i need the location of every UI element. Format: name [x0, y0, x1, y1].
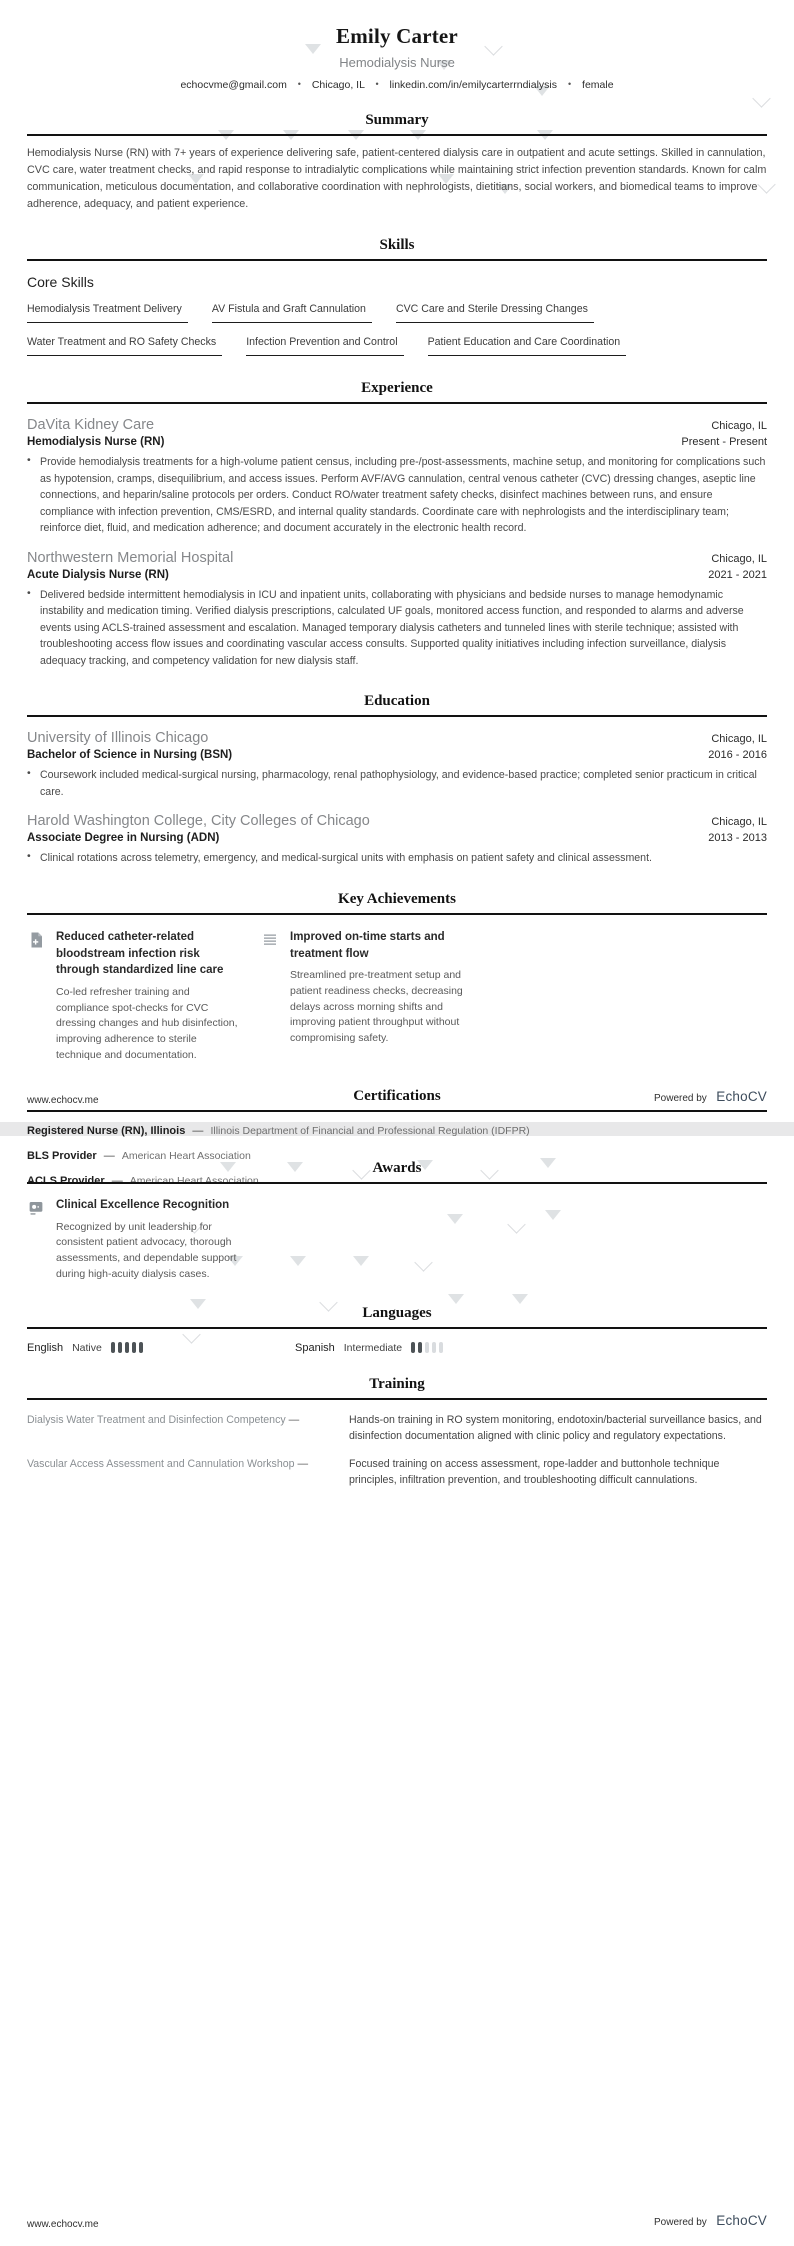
resume-page-2 — [0, 1136, 794, 2246]
footer-site-link[interactable]: www.echocv.me — [27, 2219, 99, 2230]
job-bullet — [27, 587, 767, 670]
section-languages — [27, 1305, 767, 1354]
contact-gender: female — [582, 79, 614, 91]
award-badge-icon — [27, 1197, 46, 1283]
candidate-name: Emily Carter — [336, 24, 458, 48]
languages-heading: Languages — [362, 1304, 432, 1321]
training-title: Vascular Access Assessment and Cannulation Workshop — [27, 1458, 295, 1471]
company-location: Chicago, IL — [711, 552, 767, 565]
summary-text: Hemodialysis Nurse (RN) with 7+ years of experience delivering safe, patient-centered dialysis care in outpatient and acute settings. Skilled in cannulation, CVC care, water treatment checks, and rapid response to intradialytic complications while maintaining strict infection prevention standards. Known for calm communication, meticulous documentation, and collaborative coordination with nephrologists, dietitians, social workers, and biomedical teams to improve adherence, adequacy, and patient experience. — [27, 147, 767, 211]
degree-name: Associate Degree in Nursing (ADN) — [27, 832, 220, 845]
bullet-marker: • — [27, 850, 31, 863]
job-role: Acute Dialysis Nurse (RN) — [27, 568, 169, 581]
certification-separator: — — [192, 1124, 204, 1137]
achievement-item — [27, 929, 261, 1064]
training-text: Hands-on training in RO system monitoring, endotoxin/bacterial surveillance basics, and disinfection documentation aligned with clinic policy and regulatory expectations. — [349, 1413, 762, 1442]
resume-header — [27, 0, 767, 91]
company-name: Northwestern Memorial Hospital — [27, 549, 234, 566]
bullet-marker: • — [27, 767, 31, 780]
skill-item: Water Treatment and RO Safety Checks — [27, 336, 222, 356]
page-footer — [27, 2212, 767, 2230]
award-text: Recognized by unit leadership for consistent patient advocacy, thorough assessments, and dependable support during high-acuity dialysis cases. — [56, 1220, 237, 1280]
language-name: Spanish — [295, 1341, 335, 1354]
training-heading: Training — [369, 1375, 425, 1392]
school-location: Chicago, IL — [711, 816, 767, 829]
skills-row — [27, 336, 767, 356]
footer-brand-logo[interactable]: EchoCV — [716, 1089, 767, 1104]
section-training — [27, 1376, 767, 1490]
certification-separator: — — [103, 1149, 115, 1162]
section-key-achievements — [27, 891, 767, 1064]
certification-name: BLS Provider — [27, 1149, 97, 1162]
section-rule — [27, 715, 767, 717]
language-level: Native — [72, 1341, 102, 1354]
skill-item: Infection Prevention and Control — [246, 336, 403, 356]
section-rule — [27, 913, 767, 915]
language-proficiency-dots — [111, 1342, 143, 1353]
skill-item: Hemodialysis Treatment Delivery — [27, 303, 188, 323]
school-name: University of Illinois Chicago — [27, 730, 209, 747]
awards-heading: Awards — [372, 1160, 422, 1176]
education-bullet-text: Coursework included medical-surgical nursing, pharmacology, renal pathophysiology, and evidence-based practice; completed senior practicum in critical care. — [40, 769, 757, 798]
degree-dates: 2016 - 2016 — [708, 749, 767, 762]
achievement-title: Reduced catheter-related bloodstream infection risk through standardized line care — [56, 930, 224, 977]
contact-location: Chicago, IL — [311, 79, 365, 91]
job-dates: 2021 - 2021 — [708, 568, 767, 581]
award-title: Clinical Excellence Recognition — [56, 1199, 230, 1211]
section-skills — [27, 237, 767, 356]
candidate-job-title: Hemodialysis Nurse — [339, 55, 455, 70]
certification-issuer: American Heart Association — [129, 1174, 259, 1187]
contact-separator: • — [567, 79, 572, 89]
certification-name: Registered Nurse (RN), Illinois — [27, 1124, 186, 1137]
achievement-text: Co-led refresher training and compliance spot-checks for CVC dressing changes and hub disinfection, improving adherence to sterile technique and documentation. — [56, 985, 238, 1061]
training-text: Focused training on access assessment, rope-ladder and buttonhole technique principles, infiltration prevention, and troubleshooting difficult cannulations. — [349, 1458, 720, 1487]
education-heading: Education — [364, 693, 430, 710]
bullet-marker: • — [27, 454, 31, 467]
footer-brand-logo[interactable]: EchoCV — [716, 2213, 767, 2228]
contact-line — [27, 79, 767, 91]
skill-item: AV Fistula and Graft Cannulation — [212, 303, 372, 323]
company-name: DaVita Kidney Care — [27, 417, 155, 434]
education-entry — [27, 730, 767, 800]
training-item — [27, 1413, 767, 1445]
language-item — [27, 1342, 295, 1354]
menu-lines-icon — [261, 929, 280, 1064]
skill-item: Patient Education and Care Coordination — [428, 336, 627, 356]
degree-dates: 2013 - 2013 — [708, 832, 767, 845]
experience-heading: Experience — [361, 380, 433, 397]
section-awards — [27, 1160, 767, 1283]
school-name: Harold Washington College, City Colleges of Chicago — [27, 813, 370, 830]
key-achievements-heading: Key Achievements — [338, 890, 456, 907]
experience-entry — [27, 550, 767, 670]
skills-row — [27, 303, 767, 323]
certification-separator: — — [111, 1174, 123, 1187]
education-entry — [27, 813, 767, 867]
education-bullet — [27, 767, 767, 800]
section-rule — [27, 1327, 767, 1329]
contact-separator: • — [375, 79, 379, 89]
achievement-text: Streamlined pre-treatment setup and patient readiness checks, decreasing delays across morning shifts and improving patient throughput without compromising safety. — [290, 969, 463, 1045]
certification-name: ACLS Provider — [27, 1174, 105, 1187]
skills-heading: Skills — [379, 237, 415, 254]
file-plus-icon — [27, 929, 46, 1064]
training-title: Dialysis Water Treatment and Disinfection Competency — [27, 1413, 286, 1426]
section-rule — [27, 1110, 767, 1112]
section-rule — [27, 1398, 767, 1400]
bullet-marker: • — [27, 586, 31, 599]
summary-heading: Summary — [365, 112, 429, 128]
language-level: Intermediate — [343, 1341, 403, 1354]
achievement-item — [261, 929, 495, 1064]
section-summary — [27, 112, 767, 213]
section-rule — [27, 402, 767, 404]
certification-issuer: American Heart Association — [121, 1149, 251, 1162]
achievement-title: Improved on-time starts and treatment flow — [290, 930, 445, 960]
contact-linkedin[interactable]: linkedin.com/in/emilycarterrndialysis — [389, 79, 558, 91]
footer-powered-by: Powered by — [654, 2217, 707, 2228]
contact-email[interactable]: echocvme@gmail.com — [180, 79, 287, 91]
section-rule — [27, 134, 767, 136]
school-location: Chicago, IL — [711, 733, 767, 746]
section-education — [27, 693, 767, 867]
language-item — [295, 1342, 563, 1354]
company-location: Chicago, IL — [711, 420, 767, 433]
job-bullet-text: Delivered bedside intermittent hemodialysis in ICU and inpatient units, collaborating with physicians and bedside nurses to manage hemodynamic instability and medication timing. Verified dialysis prescriptions, calculated UF goals, monitored access function, and responded to alarms and adverse events using ACLS-trained assessment and escalation. Managed temporary dialysis catheters and tunneled lines with sterile technique; assisted with troubleshooting access flow issues and coordinating vascular access consults. Supported quality initiatives including infection surveillance, dialysis adequacy tracking, and competency validation for new dialysis staff. — [40, 588, 744, 667]
training-item — [27, 1457, 767, 1489]
award-item — [27, 1197, 261, 1283]
section-rule — [27, 259, 767, 261]
certification-issuer: Illinois Department of Financial and Professional Regulation (IDFPR) — [210, 1124, 530, 1137]
training-separator: — — [288, 1413, 300, 1426]
job-bullet-text: Provide hemodialysis treatments for a high-volume patient census, including pre-/post-assessments, machine setup, and monitoring for complications such as hypotension, cramps, disequilibrium, and access issues. Perform AVF/AVG cannulation, central venous catheter (CVC) dressing changes, aseptic line connections, and heparin/saline protocols per orders. Conduct RO/water treatment safety checks, disinfect machines between runs, and ensure compliance with infection prevention, CMS/ESRD, and internal quality standards. Coordinate care with nephrologists and the interdisciplinary team; reinforce diet, fluid, and medication adherence; and document accurately in the electronic health record. — [40, 456, 766, 535]
footer-powered-by: Powered by — [654, 1093, 707, 1104]
language-proficiency-dots — [411, 1342, 443, 1353]
skill-item: CVC Care and Sterile Dressing Changes — [396, 303, 594, 323]
section-rule — [27, 1182, 767, 1184]
degree-name: Bachelor of Science in Nursing (BSN) — [27, 749, 233, 762]
job-role: Hemodialysis Nurse (RN) — [27, 436, 165, 449]
certification-item — [27, 1125, 767, 1137]
page-footer — [27, 1088, 767, 1106]
job-dates: Present - Present — [681, 436, 767, 449]
education-bullet — [27, 850, 767, 867]
certifications-heading: Certifications — [353, 1087, 441, 1104]
training-separator: — — [297, 1458, 309, 1471]
language-name: English — [27, 1341, 64, 1354]
section-experience — [27, 380, 767, 669]
footer-site-link[interactable]: www.echocv.me — [27, 1095, 99, 1106]
experience-entry — [27, 417, 767, 537]
contact-separator: • — [297, 79, 301, 89]
job-bullet — [27, 454, 767, 537]
skills-group-title: Core Skills — [27, 274, 94, 291]
education-bullet-text: Clinical rotations across telemetry, emergency, and medical-surgical units with emphasis on patient safety and clinical assessment. — [40, 852, 652, 865]
